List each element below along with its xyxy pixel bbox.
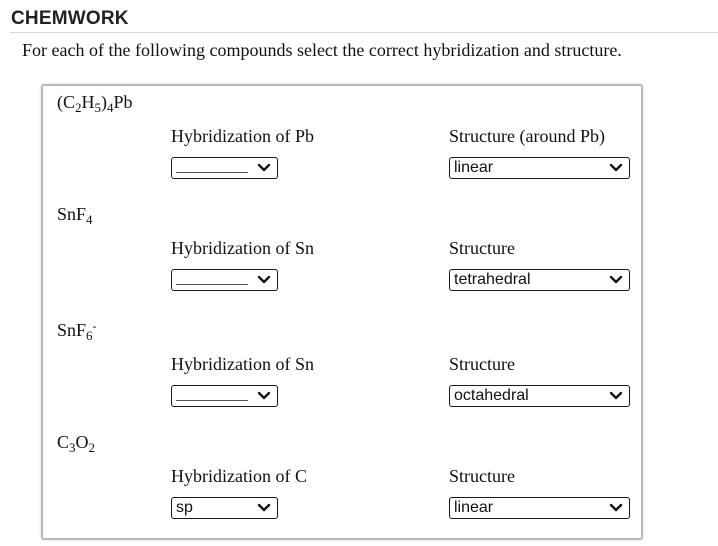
structure-select-value: linear [454, 499, 494, 516]
structure-label: Structure [449, 238, 515, 258]
chevron-down-icon [257, 275, 271, 285]
structure-select-snf4[interactable] [449, 269, 630, 291]
structure-label: Structure [449, 466, 515, 486]
chevron-down-icon [257, 503, 271, 513]
question-panel [41, 84, 643, 540]
chevron-down-icon [609, 503, 623, 513]
structure-label: Structure (around Pb) [449, 126, 605, 146]
hybridization-select-snf4[interactable] [171, 269, 278, 291]
formula-subscript: 2 [75, 100, 82, 115]
formula-subscript: 2 [88, 440, 96, 455]
formula-part: (C [57, 92, 75, 112]
structure-label: Structure [449, 354, 515, 374]
formula-subscript: 6 [86, 328, 93, 343]
formula-part: O [75, 432, 89, 452]
chevron-down-icon [609, 163, 623, 173]
compound-formula-tetraethyllead [57, 92, 133, 113]
formula-part: Pb [113, 92, 133, 112]
structure-select-value: tetrahedral [454, 271, 531, 288]
compound-formula-snf6-ion [57, 320, 97, 341]
hybridization-select-pb[interactable] [171, 157, 278, 179]
hybridization-label: Hybridization of Sn [171, 354, 314, 374]
header-divider [10, 32, 718, 33]
hybridization-label: Hybridization of Pb [171, 126, 314, 146]
instructions-text: For each of the following compounds select the correct hybridization and structure. [22, 40, 622, 60]
structure-select-value: linear [454, 159, 494, 176]
chevron-down-icon [257, 163, 271, 173]
formula-part: SnF [57, 204, 87, 224]
formula-part: ) [101, 92, 107, 112]
formula-subscript: 4 [86, 212, 93, 227]
formula-subscript: 5 [94, 100, 101, 115]
structure-select-c3o2[interactable] [449, 497, 630, 519]
chevron-down-icon [609, 275, 623, 285]
structure-select-snf6[interactable] [449, 385, 630, 407]
hybridization-label: Hybridization of Sn [171, 238, 314, 258]
hybridization-select-value: sp [176, 499, 193, 516]
compound-formula-c3o2 [57, 432, 95, 453]
hybridization-select-c3o2[interactable] [171, 497, 278, 519]
formula-part: C [57, 432, 70, 452]
formula-part: H [81, 92, 95, 112]
chevron-down-icon [257, 391, 271, 401]
empty-selection-placeholder [176, 172, 248, 173]
empty-selection-placeholder [176, 284, 248, 285]
empty-selection-placeholder [176, 400, 248, 401]
structure-select-value: octahedral [454, 387, 529, 404]
hybridization-label: Hybridization of C [171, 466, 307, 486]
formula-subscript: 4 [107, 100, 114, 115]
structure-select-pb[interactable] [449, 157, 630, 179]
chevron-down-icon [609, 391, 623, 401]
formula-part: SnF [57, 320, 87, 340]
compound-formula-snf4 [57, 204, 93, 225]
hybridization-select-snf6[interactable] [171, 385, 278, 407]
formula-subscript: 3 [69, 440, 76, 455]
formula-charge: - [92, 319, 97, 333]
brand-title: CHEMWORK [11, 8, 129, 29]
